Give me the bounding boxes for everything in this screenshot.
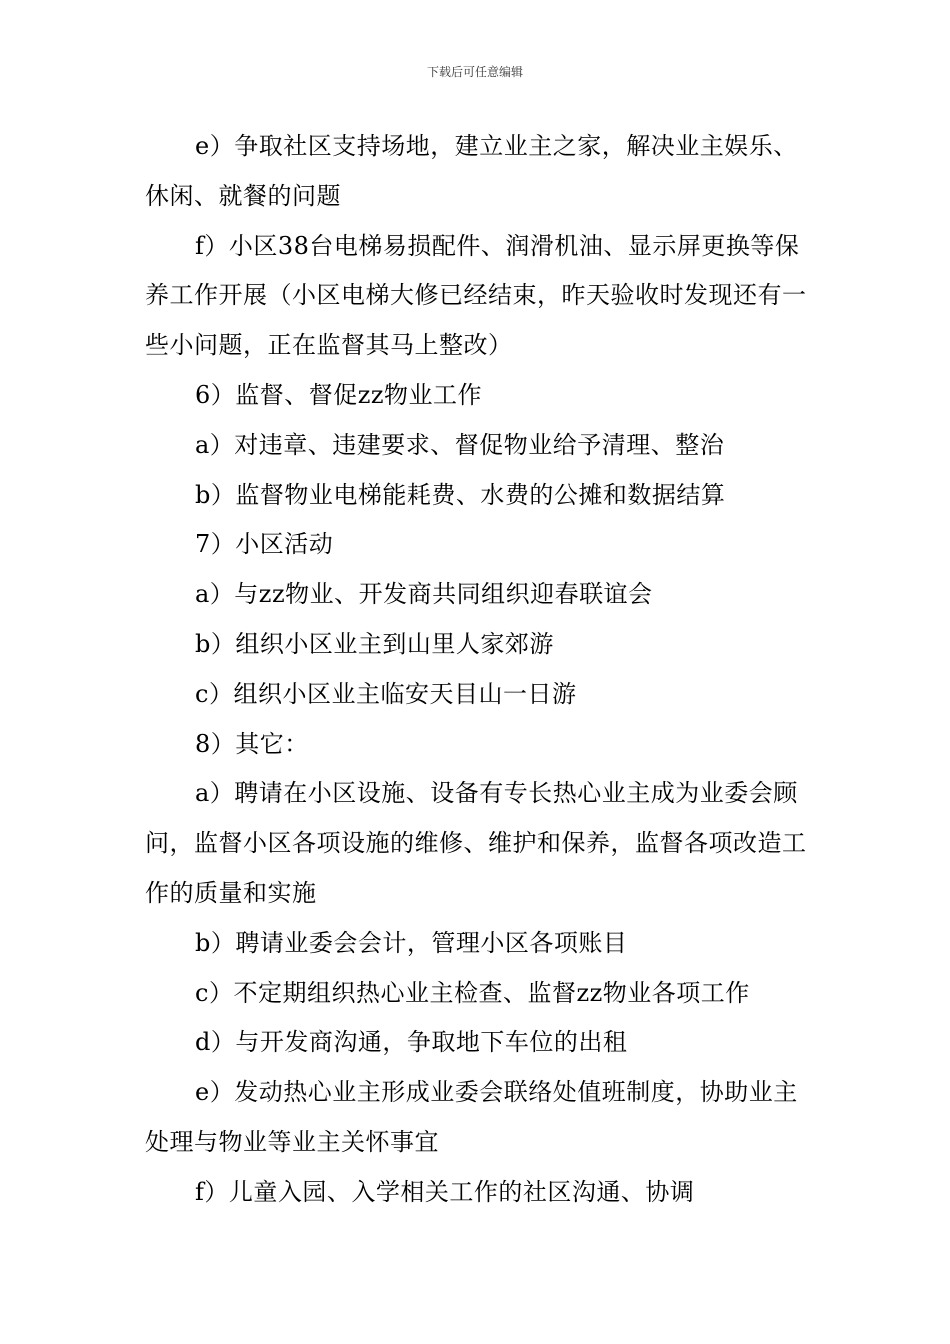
paragraph-item: c）组织小区业主临安天目山一日游	[195, 679, 577, 708]
paragraph-item: e）发动热心业主形成业委会联络处值班制度，协助业主处理与物业等业主关怀事宜	[145, 1078, 798, 1156]
paragraph-item: b）聘请业委会会计，管理小区各项账目	[195, 928, 628, 957]
section-heading: 8）其它：	[195, 729, 309, 758]
paragraph-item: a）聘请在小区设施、设备有专长热心业主成为业委会顾问，监督小区各项设施的维修、维护和保养，监督各项改造工作的质量和实施	[145, 779, 807, 907]
paragraph-item: e）争取社区支持场地，建立业主之家，解决业主娱乐、休闲、就餐的问题	[145, 132, 798, 210]
document-body	[145, 122, 815, 1218]
section-heading: 7）小区活动	[195, 530, 334, 559]
page-header-note: 下载后可任意编辑	[426, 65, 523, 79]
paragraph-item: a）与zz物业、开发商共同组织迎春联谊会	[195, 580, 653, 609]
paragraph-item: c）不定期组织热心业主检查、监督zz物业各项工作	[195, 978, 750, 1007]
paragraph-item: d）与开发商沟通，争取地下车位的出租	[195, 1028, 628, 1057]
paragraph-item: f）小区38台电梯易损配件、润滑机油、显示屏更换等保养工作开展（小区电梯大修已经结束，昨天验收时发现还有一些小问题，正在监督其马上整改）	[145, 231, 807, 360]
paragraph-item: b）监督物业电梯能耗费、水费的公摊和数据结算	[195, 480, 726, 509]
paragraph-item: a）对违章、违建要求、督促物业给予清理、整治	[195, 430, 725, 459]
paragraph-item: b）组织小区业主到山里人家郊游	[195, 629, 554, 658]
paragraph-item: f）儿童入园、入学相关工作的社区沟通、协调	[195, 1177, 695, 1206]
section-heading: 6）监督、督促zz物业工作	[195, 380, 483, 409]
